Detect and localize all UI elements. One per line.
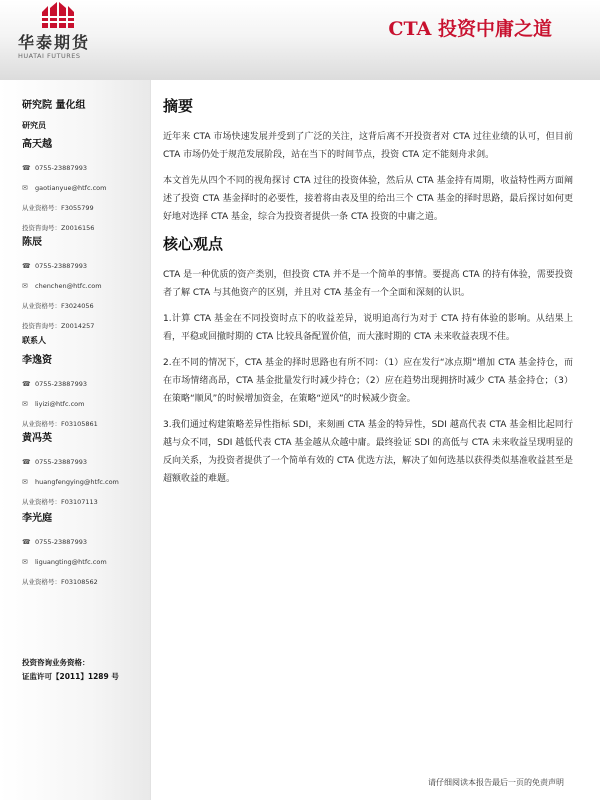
researcher-card	[22, 138, 146, 238]
phone-number: 0755-23887993	[35, 380, 87, 388]
abstract-heading: 摘要	[163, 97, 194, 115]
cert-label: 投资咨询业务资格：	[22, 658, 90, 667]
logo-text-cn: 华泰期货	[18, 33, 91, 52]
core-paragraph: CTA 是一种优质的资产类别，但投资 CTA 并不是一个简单的事情。要提高 CTA 的持有体验，需要投资者了解 CTA 与其他资产的区别，并且对 CTA 基金有一个全面和深刻的认识。	[163, 270, 573, 298]
email-address[interactable]: liguangting@htfc.com	[35, 558, 107, 566]
contact-card	[22, 512, 146, 592]
report-header	[0, 0, 600, 80]
company-logo	[18, 2, 98, 62]
email-address[interactable]: chenchen@htfc.com	[35, 282, 102, 290]
sidebar-divider	[150, 80, 151, 800]
phone-icon: ☎	[22, 538, 31, 546]
license-number: 从业资格号：F03108562	[22, 578, 98, 586]
phone-number: 0755-23887993	[35, 458, 87, 466]
researcher-role-label: 研究员	[22, 121, 46, 130]
core-paragraph: 2.在不同的情况下，CTA 基金的择时思路也有所不同：（1）应在发行“冰点期”增加 CTA 基金持仓，而在市场情绪高昂，CTA 基金批量发行时减少持仓；（2）应在趋势出现拥挤时减少 CTA 基金持仓；（3）在策略“顺风”的时候增加资金，在策略“逆风”的时候减少资金。	[163, 358, 573, 404]
phone-icon: ☎	[22, 262, 31, 270]
contact-card	[22, 432, 146, 512]
contact-role-label: 联系人	[22, 336, 46, 345]
contact-card	[22, 354, 146, 434]
phone-row	[22, 532, 146, 552]
mail-icon: ✉	[22, 478, 28, 486]
department-label: 研究院 量化组	[22, 100, 86, 111]
contact-name: 黄冯英	[22, 433, 52, 444]
phone-icon: ☎	[22, 458, 31, 466]
disclaimer-note: 请仔细阅读本报告最后一页的免责声明	[428, 778, 564, 787]
email-address[interactable]: gaotianyue@htfc.com	[35, 184, 107, 192]
core-paragraph: 3.我们通过构建策略差异性指标 SDI，来刻画 CTA 基金的特异性，SDI 越高代表 CTA 基金相比起同行越与众不同，SDI 越低代表 CTA 基金越从众越中庸。最终验证 SDI 的高低与 CTA 未来收益呈现明显的反向关系，为投资者提供了一个简单有效的 CTA 优选方法，解决了如何选基以获得类似基准收益甚至是超额收益的难题。	[163, 420, 573, 484]
phone-row	[22, 374, 146, 394]
phone-number: 0755-23887993	[35, 164, 87, 172]
phone-row	[22, 256, 146, 276]
phone-icon: ☎	[22, 164, 31, 172]
phone-icon: ☎	[22, 380, 31, 388]
email-row	[22, 178, 146, 198]
contact-name: 李逸资	[22, 355, 52, 366]
author-sidebar	[0, 80, 150, 800]
mail-icon: ✉	[22, 400, 28, 408]
abstract-paragraph: 近年来 CTA 市场快速发展并受到了广泛的关注，这背后离不开投资者对 CTA 过往业绩的认可，但目前 CTA 市场仍处于规范发展阶段，站在当下的时间节点，投资 CTA 定不能刻舟求剑。	[163, 132, 573, 160]
mail-icon: ✉	[22, 184, 28, 192]
report-body	[163, 96, 573, 496]
consult-number: 投资咨询号：Z0014257	[22, 322, 95, 330]
phone-number: 0755-23887993	[35, 262, 87, 270]
consult-number: 投资咨询号：Z0016156	[22, 224, 95, 232]
phone-row	[22, 158, 146, 178]
email-row	[22, 472, 146, 492]
mail-icon: ✉	[22, 558, 28, 566]
email-address[interactable]: huangfengying@htfc.com	[35, 478, 119, 486]
phone-row	[22, 452, 146, 472]
email-address[interactable]: liyizi@htfc.com	[35, 400, 85, 408]
huatai-logo-icon	[40, 2, 76, 28]
mail-icon: ✉	[22, 282, 28, 290]
researcher-name: 高天越	[22, 139, 52, 150]
abstract-paragraph: 本文首先从四个不同的视角探讨 CTA 过往的投资体验，然后从 CTA 基金持有周期，收益特性两方面阐述了投资 CTA 基金择时的必要性，接着将由表及里的给出三个 CTA 基金的择时思路，最后探讨如何更好地对选择 CTA 基金，综合为投资者提供一条 CTA 投资的中庸之道。	[163, 176, 573, 222]
certification-info	[22, 656, 119, 684]
license-number: 从业资格号：F03105861	[22, 420, 98, 428]
researcher-card	[22, 236, 146, 336]
email-row	[22, 552, 146, 572]
email-row	[22, 276, 146, 296]
logo-text-en: HUATAI FUTURES	[18, 52, 81, 60]
researcher-name: 陈辰	[22, 237, 42, 248]
email-row	[22, 394, 146, 414]
cert-license: 证监许可【2011】1289 号	[22, 672, 119, 681]
report-title: CTA 投资中庸之道	[388, 18, 552, 40]
core-paragraph: 1.计算 CTA 基金在不同投资时点下的收益差异，说明追高行为对于 CTA 持有体验的影响。从结果上看，平稳或回撤时期的 CTA 比较具备配置价值，而大涨时期的 CTA 未来收益表现不佳。	[163, 314, 573, 342]
contact-name: 李光庭	[22, 513, 52, 524]
core-views-heading: 核心观点	[163, 235, 224, 253]
license-number: 从业资格号：F3024056	[22, 302, 94, 310]
license-number: 从业资格号：F3055799	[22, 204, 94, 212]
license-number: 从业资格号：F03107113	[22, 498, 98, 506]
phone-number: 0755-23887993	[35, 538, 87, 546]
